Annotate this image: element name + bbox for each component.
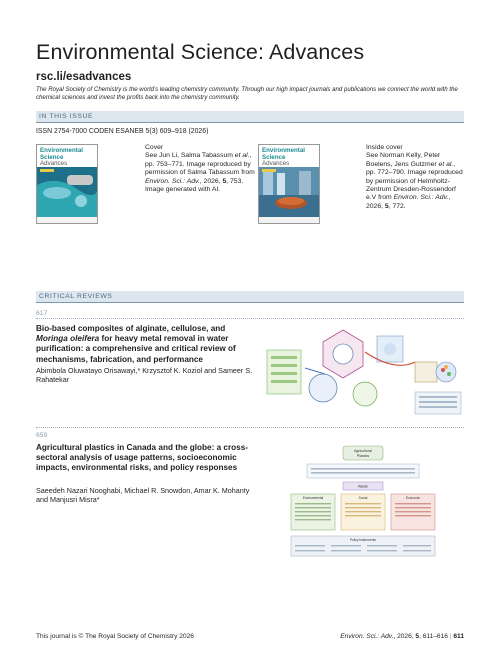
article-divider <box>36 318 464 319</box>
cover-b-masthead-line2: Science <box>262 153 286 161</box>
critical-reviews-bar <box>36 291 464 303</box>
cover-a-masthead-line3: Advances <box>40 160 68 168</box>
inside-cover-image[interactable] <box>258 144 320 224</box>
inside-cover-label: Inside cover <box>366 144 403 151</box>
inside-cover-credit-journal: Environ. Sci.: Adv. <box>393 194 449 202</box>
ga2-middle-label: Waste <box>357 484 369 489</box>
article-title-part2: for heavy metal removal in water purification: a comprehensive and critical review of mechanisms, fabrication, and performance <box>36 334 236 364</box>
ga2-top-label-1: Agricultural <box>354 449 372 453</box>
ga2-col2-label: Social <box>358 496 368 500</box>
footer-citation <box>306 633 464 640</box>
ga2-col1-label: Environmental <box>302 496 324 500</box>
footer-year: , 2026, <box>393 633 416 640</box>
ga2-col3-label: Economic <box>406 496 420 500</box>
issn-line: ISSN 2754-7000 CODEN ESANEB 5(3) 609–918 (2026) <box>36 128 209 135</box>
article-title-part1: Bio-based composites of alginate, cellulose, and <box>36 324 226 333</box>
cover-credit-etal: et al. <box>234 152 250 160</box>
cover-credit-mid: , pp. 753–771. Image reproduced by permission of Salma Tabassum from <box>145 152 255 177</box>
footer-copyright: This journal is © The Royal Society of Chemistry 2026 <box>36 633 194 640</box>
cover-credit-volume: 5 <box>222 177 227 185</box>
footer-journal: Environ. Sci.: Adv. <box>340 633 394 640</box>
graphical-abstract-image[interactable] <box>287 444 439 558</box>
article-authors: Abimbola Oluwatayo Orisawayi,* Krzysztof K. Koziol and Sameer S. Rahatekar <box>36 366 253 385</box>
cover-image[interactable] <box>36 144 98 224</box>
footer-page-number: 611 <box>453 633 464 640</box>
cover-b-masthead-line3: Advances <box>262 160 290 168</box>
cover-b-masthead-line1: Environmental <box>262 147 305 154</box>
cover-a-masthead-line1: Environmental <box>40 147 83 154</box>
cover-credit-journal: Environ. Sci.: Adv. <box>145 177 200 185</box>
cover-credit-start: See Jun Li, Salma Tabassum <box>145 152 235 160</box>
footer-volume: 5 <box>415 633 420 640</box>
graphical-abstract-art <box>265 322 465 420</box>
ga2-top-label-2: Plastics <box>356 454 370 458</box>
cover-info <box>145 144 257 194</box>
article-title-italic: Moringa oleifera <box>36 334 100 344</box>
graphical-abstract-image[interactable] <box>265 322 465 420</box>
cover-credit-end: , 753. Image generated with AI. <box>145 177 244 194</box>
journal-url[interactable]: rsc.li/esadvances <box>36 71 132 83</box>
article-authors: Saeedeh Nazari Nooghabi, Michael R. Snowdon, Amar K. Mohanty and Manjusri Misra* <box>36 486 250 505</box>
article-title-part1: Agricultural plastics in Canada and the globe: a cross-sectoral analysis of usage patterns, socioeconomic impacts, environmental risks, and policy responses <box>36 443 249 473</box>
article-page-number: 659 <box>36 432 48 439</box>
cover-a-masthead-line2: Science <box>40 153 64 161</box>
article-divider <box>36 427 464 428</box>
ga2-bottom-label: Policy Instruments <box>349 538 377 542</box>
cover-credit-year: , 2026, <box>199 177 223 185</box>
inside-cover-credit-mid: , pp. 772–790. Image reproduced by permission of Helmholtz-Zentrum Dresden-Rossendorf e.V from <box>366 160 463 202</box>
inside-cover-info <box>366 144 466 211</box>
journal-title: Environmental Science: Advances <box>36 40 365 64</box>
rsc-blurb: The Royal Society of Chemistry is the world’s leading chemistry community. Through our high impact journals and publications we connect the world with the chemical sciences and invest the profits back into the chemistry community. <box>36 86 458 101</box>
footer-pages: , 611–616 <box>419 633 448 640</box>
inside-cover-credit-end: , 772. <box>388 202 406 210</box>
article-title[interactable] <box>36 324 256 365</box>
inside-cover-credit-etal: et al. <box>438 160 454 168</box>
cover-b-masthead <box>262 148 305 168</box>
critical-reviews-heading: CRITICAL REVIEWS <box>39 293 113 300</box>
article-title[interactable] <box>36 443 256 474</box>
graphical-abstract-art <box>287 444 439 558</box>
in-this-issue-heading: IN THIS ISSUE <box>39 113 94 120</box>
inside-cover-credit-start: See Norman Kelly, Peter Boelens, Jens Gutzmer <box>366 152 441 168</box>
article-page-number: 617 <box>36 310 48 317</box>
in-this-issue-bar <box>36 111 464 123</box>
inside-cover-credit-year: , 2026, <box>366 194 451 210</box>
footer-separator: | <box>449 633 452 640</box>
inside-cover-credit-volume: 5 <box>384 202 389 210</box>
cover-a-masthead <box>40 148 83 168</box>
cover-label: Cover <box>145 144 164 151</box>
